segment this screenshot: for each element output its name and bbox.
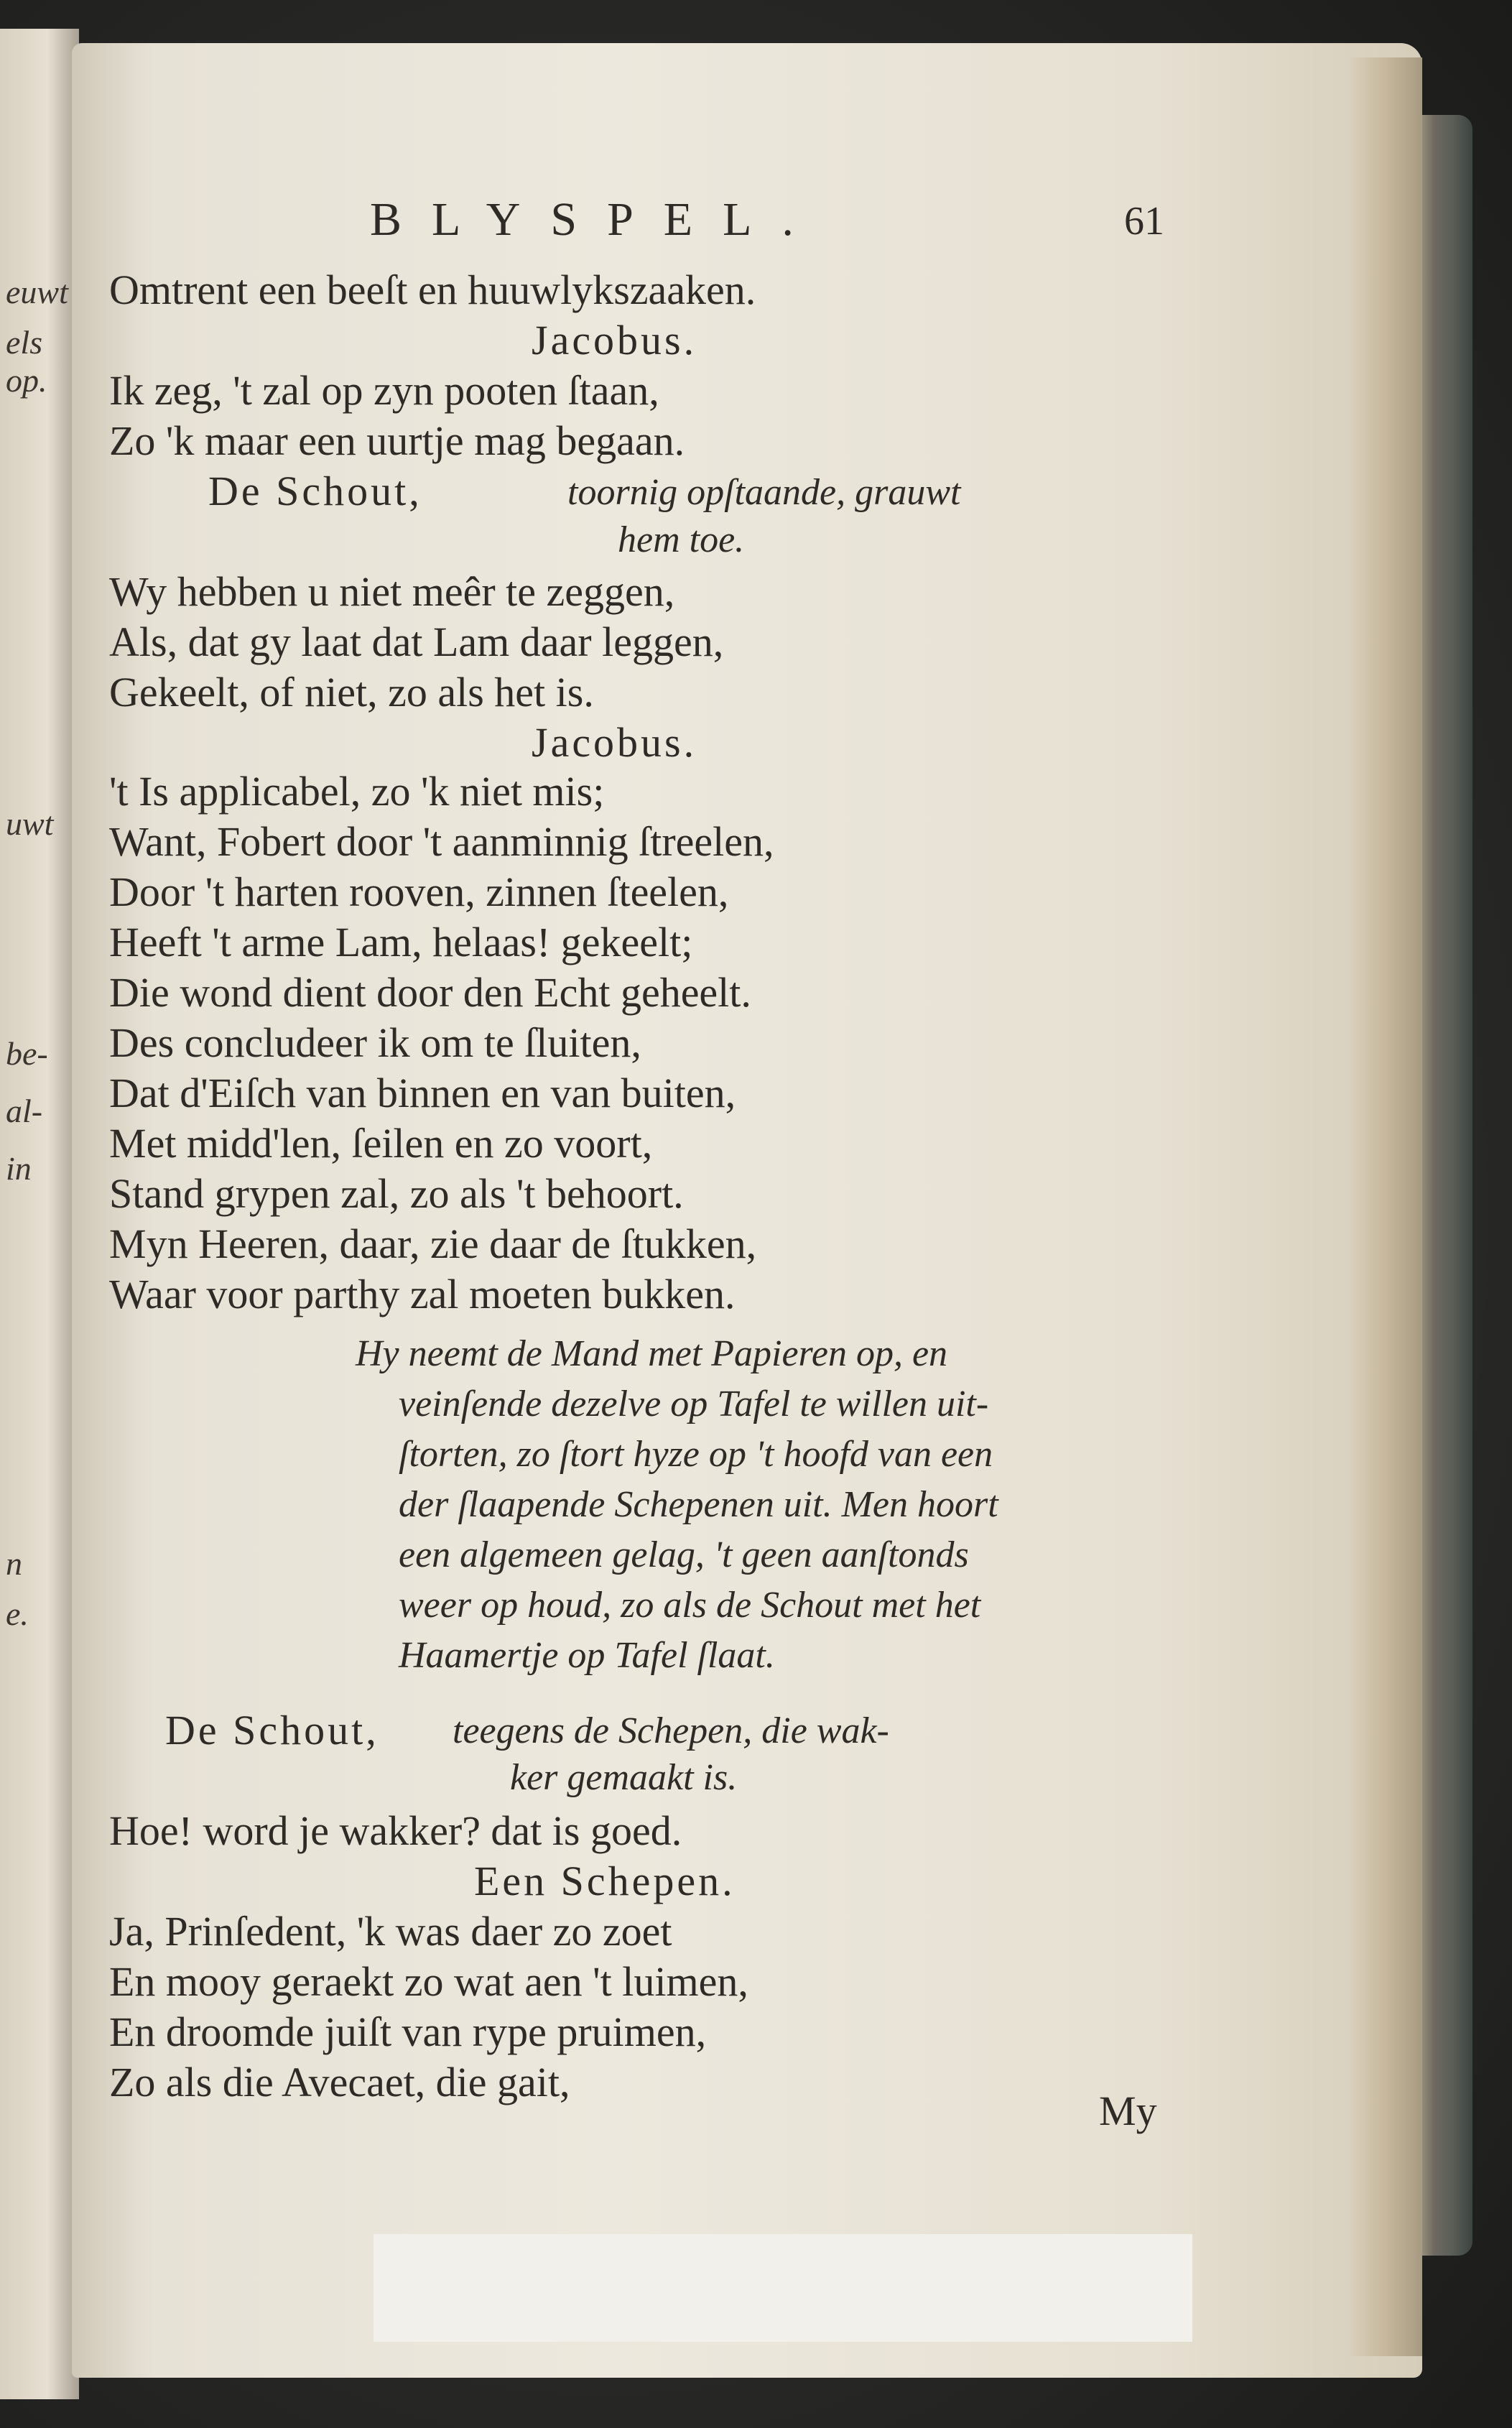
stage-note: toornig opſtaande, grauwt bbox=[567, 472, 961, 513]
catchword: My bbox=[1099, 2088, 1157, 2134]
speaker-name: Een Schepen. bbox=[474, 1858, 736, 1904]
stage-note: hem toe. bbox=[618, 519, 745, 560]
speaker-name: Jacobus. bbox=[532, 719, 697, 766]
verse-line: Stand grypen zal, zo als 't behoort. bbox=[109, 1170, 684, 1217]
left-page-fragment: uwt bbox=[6, 805, 54, 842]
verse-line: Zo 'k maar een uurtje mag begaan. bbox=[109, 417, 685, 464]
stage-direction-line: der ſlaapende Schepenen uit. Men hoort bbox=[399, 1484, 998, 1525]
verse-line: Door 't harten rooven, zinnen ſteelen, bbox=[109, 868, 729, 915]
speaker-name: De Schout, bbox=[208, 468, 422, 514]
verse-line: Met midd'len, ſeilen en zo voort, bbox=[109, 1120, 653, 1167]
verse-line: Wy hebben u niet meêr te zeggen, bbox=[109, 568, 675, 615]
verse-line: Gekeelt, of niet, zo als het is. bbox=[109, 669, 594, 715]
verse-line: Myn Heeren, daar, zie daar de ſtukken, bbox=[109, 1220, 757, 1267]
left-page-fragment: be- bbox=[6, 1035, 48, 1072]
verse-line: En droomde juiſt van rype pruimen, bbox=[109, 2008, 707, 2055]
page-number: 61 bbox=[1124, 199, 1164, 244]
left-page-fragment: e. bbox=[6, 1595, 29, 1632]
stage-direction-line: Haamertje op Tafel ſlaat. bbox=[399, 1635, 775, 1676]
verse-line: Waar voor parthy zal moeten bukken. bbox=[109, 1271, 736, 1317]
stage-direction-line: weer op houd, zo als de Schout met het bbox=[399, 1585, 981, 1626]
verse-line: En mooy geraekt zo wat aen 't luimen, bbox=[109, 1958, 748, 2005]
verse-line: Zo als die Avecaet, die gait, bbox=[109, 2059, 570, 2105]
stage-note: teegens de Schepen, die wak- bbox=[453, 1710, 889, 1751]
verse-line: Als, dat gy laat dat Lam daar leggen, bbox=[109, 618, 724, 665]
verse-line: Dat d'Eiſch van binnen en van buiten, bbox=[109, 1070, 736, 1116]
left-page-fragment: in bbox=[6, 1150, 32, 1187]
verse-line: 't Is applicabel, zo 'k niet mis; bbox=[109, 768, 605, 815]
verse-line: Die wond dient door den Echt geheelt. bbox=[109, 969, 751, 1016]
speaker-name: De Schout, bbox=[165, 1707, 379, 1753]
stage-direction-line: Hy neemt de Mand met Papieren op, en bbox=[356, 1333, 948, 1374]
verse-line: Heeft 't arme Lam, helaas! gekeelt; bbox=[109, 919, 693, 965]
verse-line: Des concludeer ik om te ſluiten, bbox=[109, 1019, 641, 1066]
left-page-fragment: n bbox=[6, 1545, 22, 1582]
verse-line: Ik zeg, 't zal op zyn pooten ſtaan, bbox=[109, 367, 659, 414]
left-page-fragment: els op. bbox=[6, 324, 47, 399]
stage-direction-line: een algemeen gelag, 't geen aanſtonds bbox=[399, 1534, 969, 1575]
verse-line: Hoe! word je wakker? dat is goed. bbox=[109, 1807, 682, 1854]
verse-line: Omtrent een beeſt en huuwlykszaaken. bbox=[109, 267, 756, 313]
speaker-name: Jacobus. bbox=[532, 317, 697, 363]
stage-direction-line: veinſende dezelve op Tafel te willen uit- bbox=[399, 1384, 989, 1424]
stage-direction-line: ſtorten, zo ſtort hyze op 't hoofd van een bbox=[399, 1434, 993, 1475]
left-page-fragment: al- bbox=[6, 1093, 43, 1129]
verse-line: Ja, Prinſedent, 'k was daer zo zoet bbox=[109, 1908, 672, 1955]
left-page-fragment: euwt bbox=[6, 274, 68, 310]
verse-line: Want, Fobert door 't aanminnig ſtreelen, bbox=[109, 818, 774, 865]
redaction-box bbox=[374, 2234, 1192, 2342]
stage-note: ker gemaakt is. bbox=[510, 1757, 738, 1798]
running-title: BLYSPEL. bbox=[370, 193, 824, 246]
